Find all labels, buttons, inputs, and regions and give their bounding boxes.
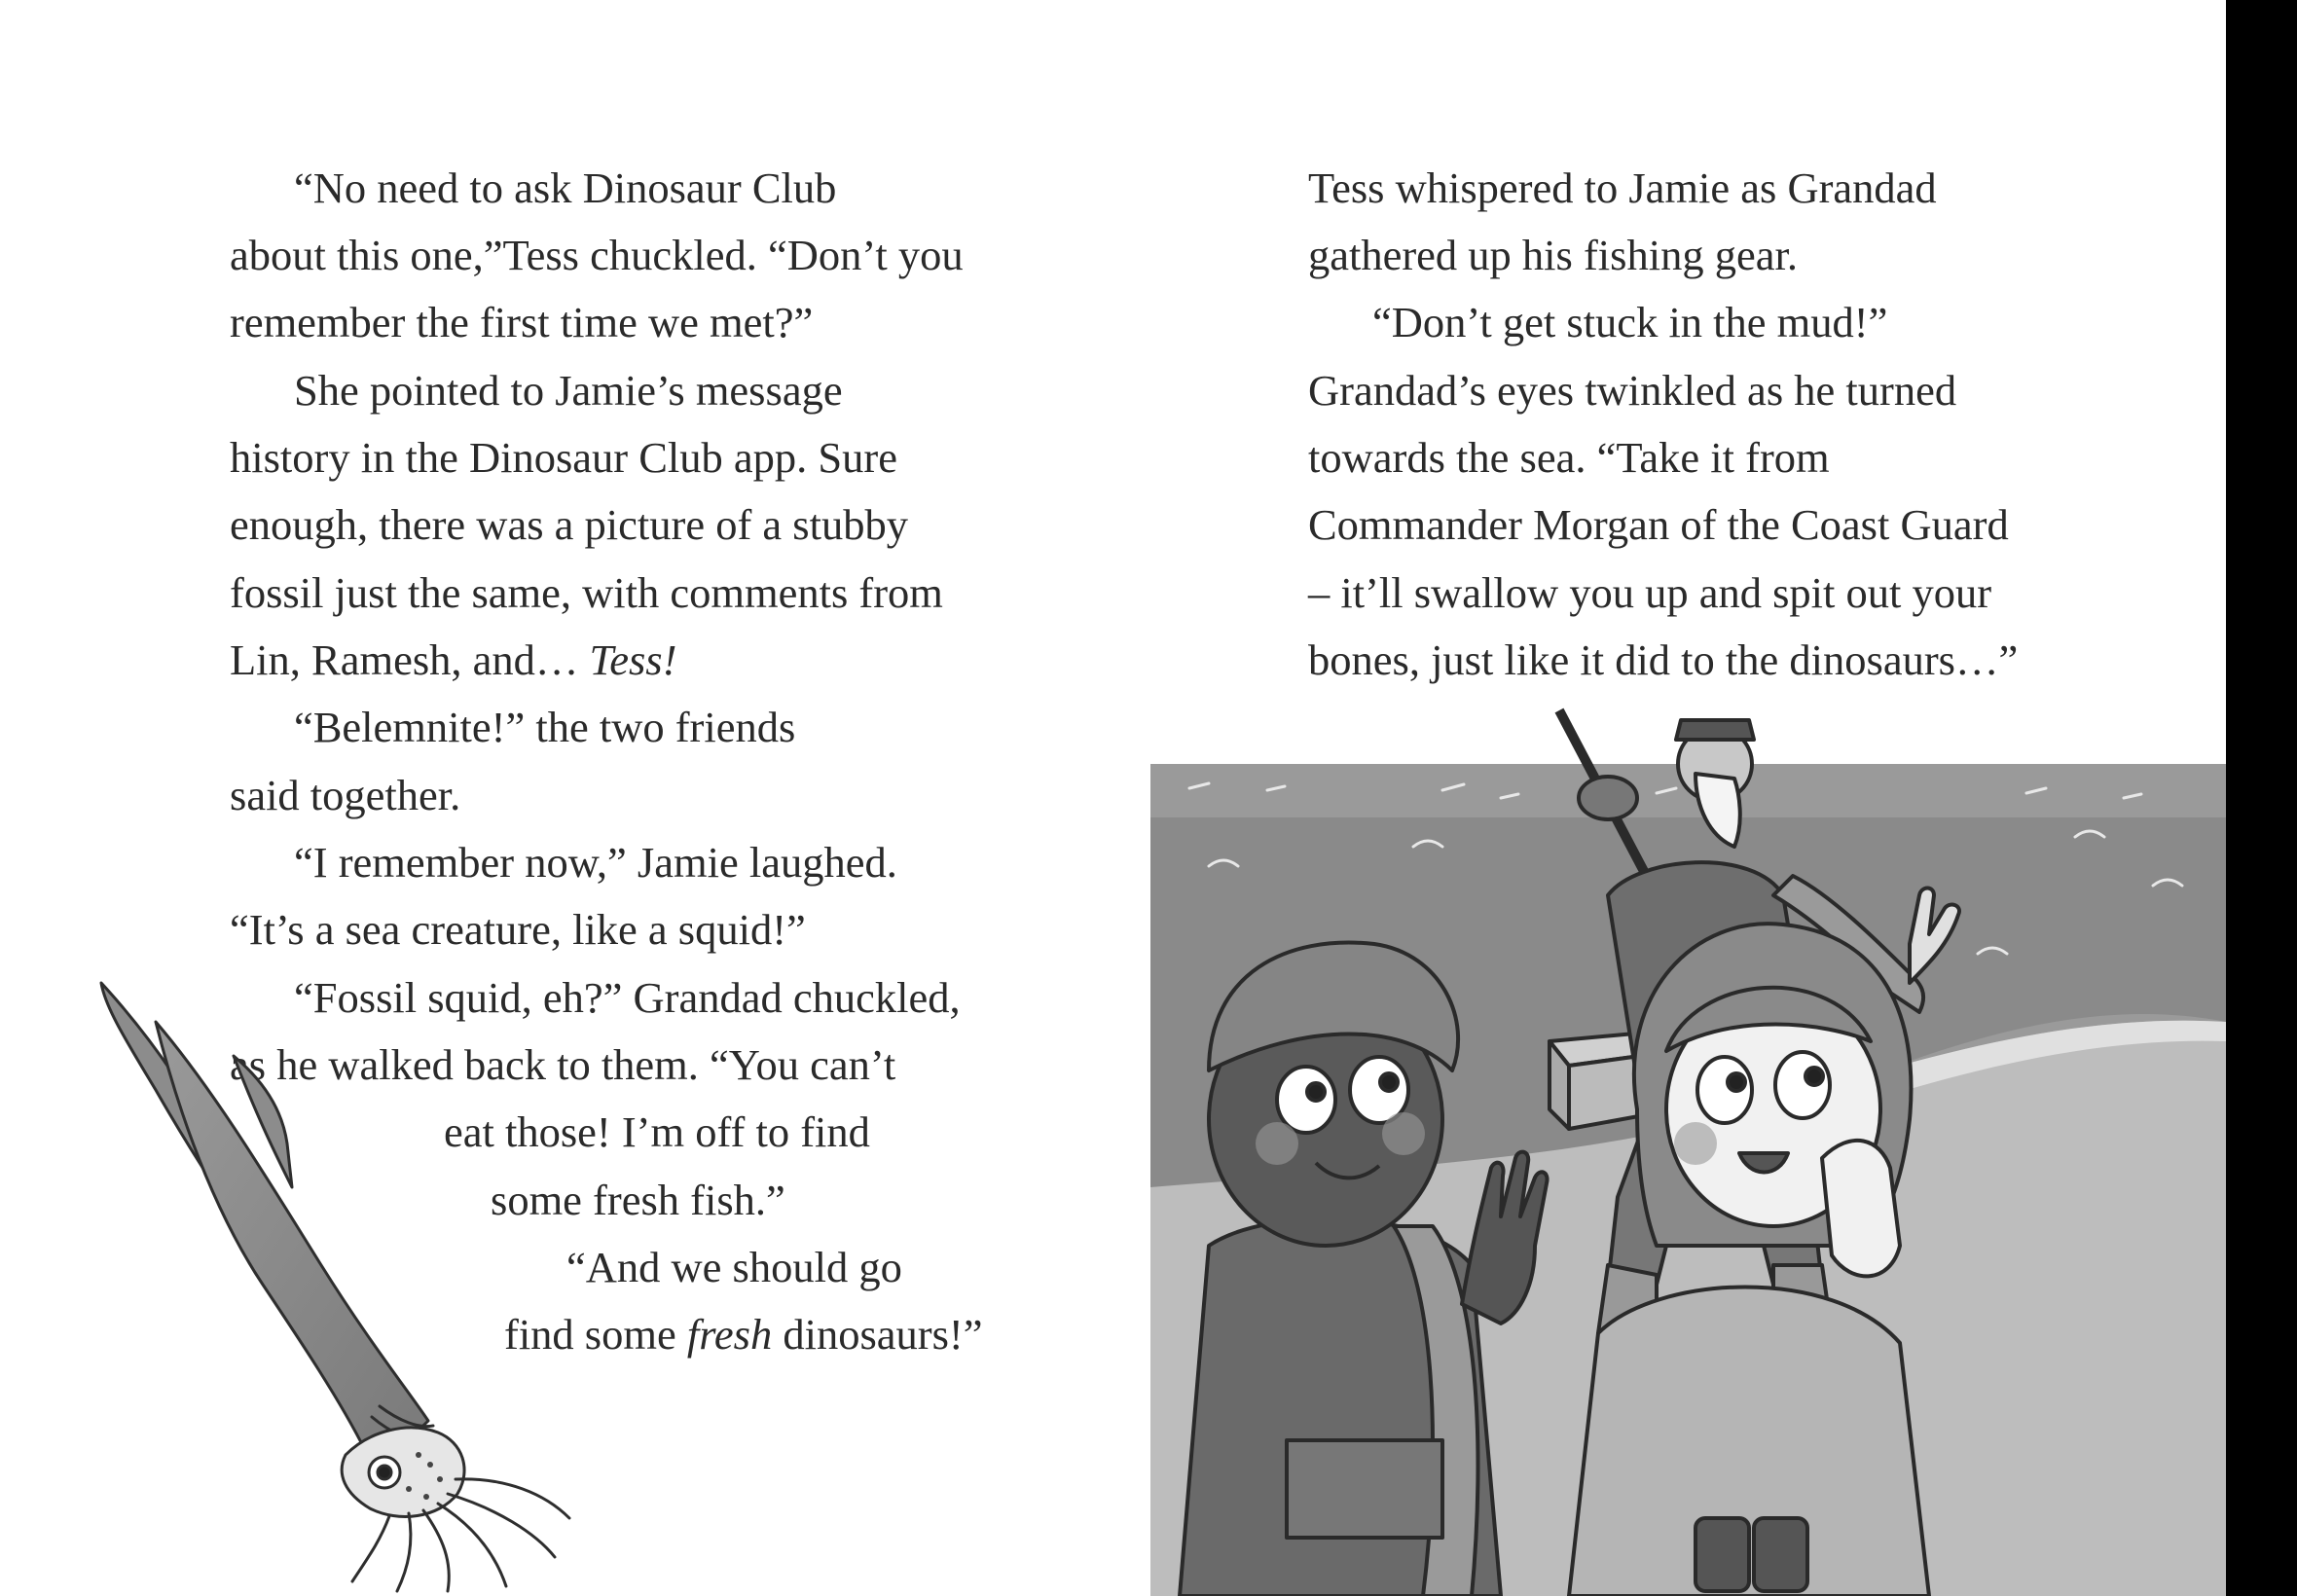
text-line: “I remember now,” Jamie laughed. — [294, 838, 897, 887]
text-line: history in the Dinosaur Club app. Sure — [230, 433, 897, 482]
text-line: “Fossil squid, eh?” Grandad chuckled, — [294, 973, 961, 1022]
text-line: Tess whispered to Jamie as Grandad — [1308, 163, 1937, 212]
text-line: “It’s a sea creature, like a squid!” — [230, 905, 806, 954]
text-line: bones, just like it did to the dinosaurs…” — [1308, 635, 2019, 684]
italic-word: Tess! — [589, 635, 677, 684]
text-line: as he walked back to them. “You can’t — [230, 1040, 896, 1089]
right-page-text — [1308, 161, 2106, 706]
text-line: towards the sea. “Take it from — [1308, 433, 1830, 482]
text-line: She pointed to Jamie’s message — [294, 366, 843, 415]
text-line: fossil just the same, with comments from — [230, 568, 943, 617]
text-line: eat those! I’m off to find — [444, 1107, 870, 1156]
text-line: Grandad’s eyes twinkled as he turned — [1308, 366, 1957, 415]
text-line: remember the first time we met?” — [230, 298, 814, 346]
text-line: said together. — [230, 771, 461, 819]
text-line: “And we should go — [566, 1243, 902, 1291]
text-line — [230, 635, 677, 684]
text-span: Lin, Ramesh, and… — [230, 635, 579, 684]
squid-illustration — [88, 963, 574, 1596]
text-line — [504, 1310, 983, 1359]
text-line: Commander Morgan of the Coast Guard — [1308, 500, 2009, 549]
text-span: dinosaurs!” — [783, 1310, 983, 1359]
text-line: “Don’t get stuck in the mud!” — [1372, 298, 1888, 346]
italic-word: fresh — [686, 1310, 773, 1359]
text-line: about this one,”Tess chuckled. “Don’t you — [230, 231, 964, 279]
text-line: enough, there was a picture of a stubby — [230, 500, 908, 549]
text-line: some fresh fish.” — [491, 1176, 785, 1224]
beach-scene-illustration — [1150, 701, 2226, 1596]
text-line: – it’ll swallow you up and spit out your — [1308, 568, 1992, 617]
text-line: gathered up his fishing gear. — [1308, 231, 1798, 279]
text-span: find some — [504, 1310, 676, 1359]
text-line: “Belemnite!” the two friends — [294, 703, 796, 751]
text-line: “No need to ask Dinosaur Club — [294, 163, 837, 212]
